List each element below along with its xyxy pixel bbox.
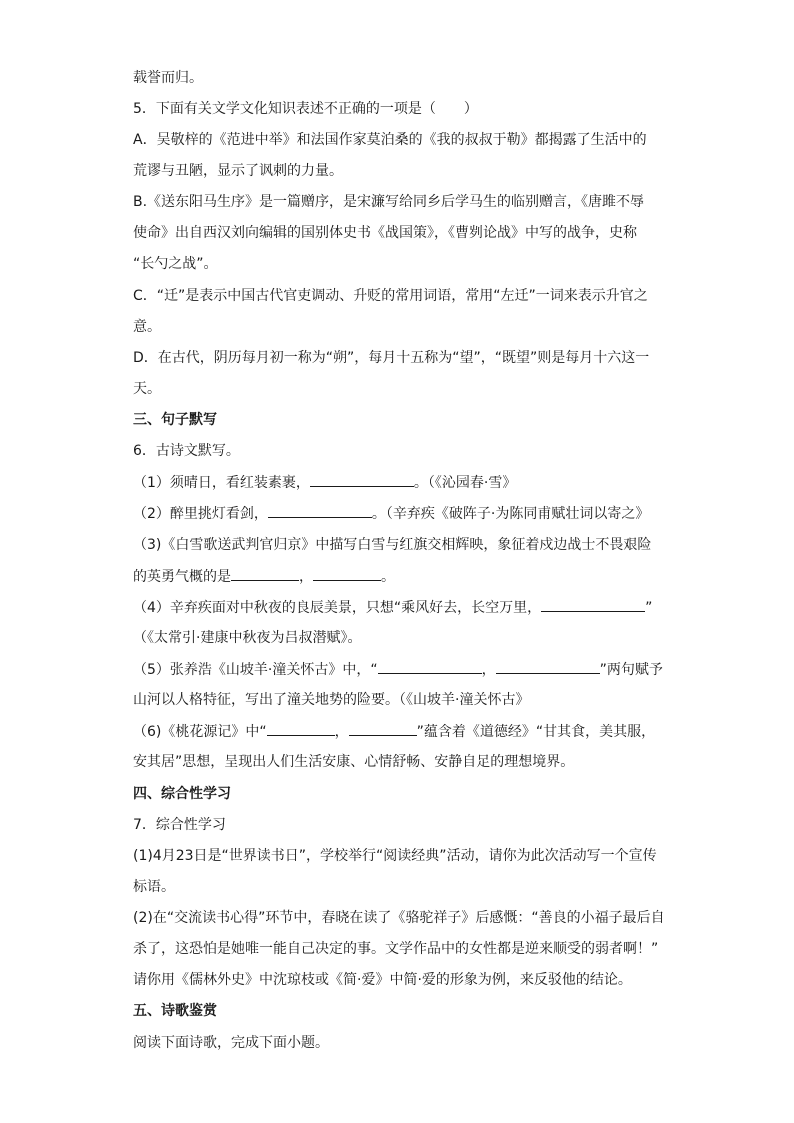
- text-segment: （2）醉里挑灯看剑，: [133, 506, 268, 522]
- answer-blank[interactable]: [310, 472, 414, 487]
- option-c-line-2: 意。: [133, 319, 161, 335]
- question-7-part-1-line-2: 标语。: [133, 879, 175, 895]
- section-heading-4: 四、综合性学习: [133, 786, 231, 802]
- recitation-item-2: [133, 503, 663, 524]
- answer-blank[interactable]: [378, 659, 482, 674]
- answer-blank[interactable]: [541, 597, 645, 612]
- recitation-item-3-line-2: [133, 566, 663, 587]
- option-c-line-1: C．“迁”是表示中国古代官吏调动、升贬的常用词语，常用“左迁”一词来表示升官之: [133, 288, 648, 304]
- option-a-line-1: A．吴敬梓的《范进中举》和法国作家莫泊桑的《我的叔叔于勒》都揭露了生活中的: [133, 132, 647, 148]
- option-a-line-2: 荒谬与丑陋，显示了讽刺的力量。: [133, 163, 343, 179]
- option-d-line-2: 天。: [133, 381, 161, 397]
- text-segment: ”蕴含着《道德经》“甘其食，美其服，: [416, 724, 656, 740]
- text-segment: （5）张养浩《山坡羊·潼关怀古》中，“: [133, 662, 378, 678]
- text-segment: （4）辛弃疾面对中秋夜的良辰美景，只想“乘风好去，长空万里，: [133, 600, 542, 616]
- option-b-line-3: “长勺之战”。: [133, 256, 218, 272]
- answer-blank[interactable]: [349, 721, 417, 736]
- recitation-item-6-line-2: 安其居”思想，呈现出人们生活安康、心情舒畅、安静自足的理想境界。: [133, 754, 575, 770]
- text-segment: 。（辛弃疾《破阵子·为陈同甫赋壮词以寄之》: [371, 506, 650, 522]
- answer-blank[interactable]: [496, 659, 600, 674]
- question-7-part-2-line-3: 请你用《儒林外史》中沈琼枝或《简·爱》中简·爱的形象为例，来反驳他的结论。: [133, 972, 632, 988]
- text-segment: （6)《桃花源记》中“: [133, 724, 267, 740]
- answer-blank[interactable]: [268, 503, 372, 518]
- answer-blank[interactable]: [231, 566, 299, 581]
- question-7-stem: 7．综合性学习: [133, 817, 226, 833]
- question-6-stem: 6．古诗文默写。: [133, 443, 240, 459]
- text-segment: 。: [381, 569, 395, 585]
- text-segment: ”两句赋予: [599, 662, 663, 678]
- recitation-item-4-line-1: [133, 597, 663, 618]
- option-d-line-1: D．在古代，阴历每月初一称为“朔”，每月十五称为“望”，“既望”则是每月十六这一: [133, 350, 650, 366]
- option-b-line-2: 使命》出自西汉刘向编辑的国别体史书《战国策》，《曹刿论战》中写的战争，史称: [133, 225, 637, 241]
- text-segment: （1）须晴日，看红装素裹，: [133, 475, 310, 491]
- text-segment: ，: [334, 724, 349, 740]
- recitation-item-5-line-2: 山河以人格特征，写出了潼关地势的险要。（《山坡羊·潼关怀古》: [133, 692, 530, 708]
- question-5-stem: 5．下面有关文学文化知识表述不正确的一项是（ ）: [133, 101, 478, 117]
- text-segment: ”: [645, 600, 653, 616]
- poetry-instruction: 阅读下面诗歌，完成下面小题。: [133, 1035, 329, 1051]
- text-segment: ，: [481, 662, 496, 678]
- recitation-item-4-line-2: （《太常引·建康中秋夜为吕叔潜赋》。: [133, 630, 362, 646]
- recitation-item-3-line-1: （3)《白雪歌送武判官归京》中描写白雪与红旗交相辉映，象征着戍边战士不畏艰险: [133, 537, 652, 553]
- recitation-item-1: [133, 472, 663, 493]
- question-7-part-2-line-2: 杀了，这恐怕是她唯一能自己决定的事。文学作品中的女性都是逆来顺受的弱者啊！”: [133, 941, 659, 957]
- question-7-part-2-line-1: (2)在“交流读书心得”环节中，春晓在读了《骆驼祥子》后感慨：“善良的小福子最后自: [133, 910, 665, 926]
- question-7-part-1-line-1: (1)4月23日是“世界读书日”，学校举行“阅读经典”活动，请你为此次活动写一个宣传: [133, 848, 657, 864]
- recitation-item-6-line-1: [133, 721, 663, 742]
- text-segment: ，: [299, 569, 313, 585]
- recitation-item-5-line-1: [133, 659, 663, 680]
- text-segment: 。（《沁园春·雪》: [413, 475, 517, 491]
- text-line: 载誉而归。: [133, 70, 203, 86]
- text-segment: 的英勇气概的是: [133, 569, 231, 585]
- option-b-line-1: B.《送东阳马生序》是一篇赠序，是宋濂写给同乡后学马生的临别赠言，《唐雎不辱: [133, 194, 645, 210]
- answer-blank[interactable]: [267, 721, 335, 736]
- section-heading-5: 五、诗歌鉴赏: [133, 1003, 217, 1019]
- answer-blank[interactable]: [313, 566, 381, 581]
- section-heading-3: 三、句子默写: [133, 412, 217, 428]
